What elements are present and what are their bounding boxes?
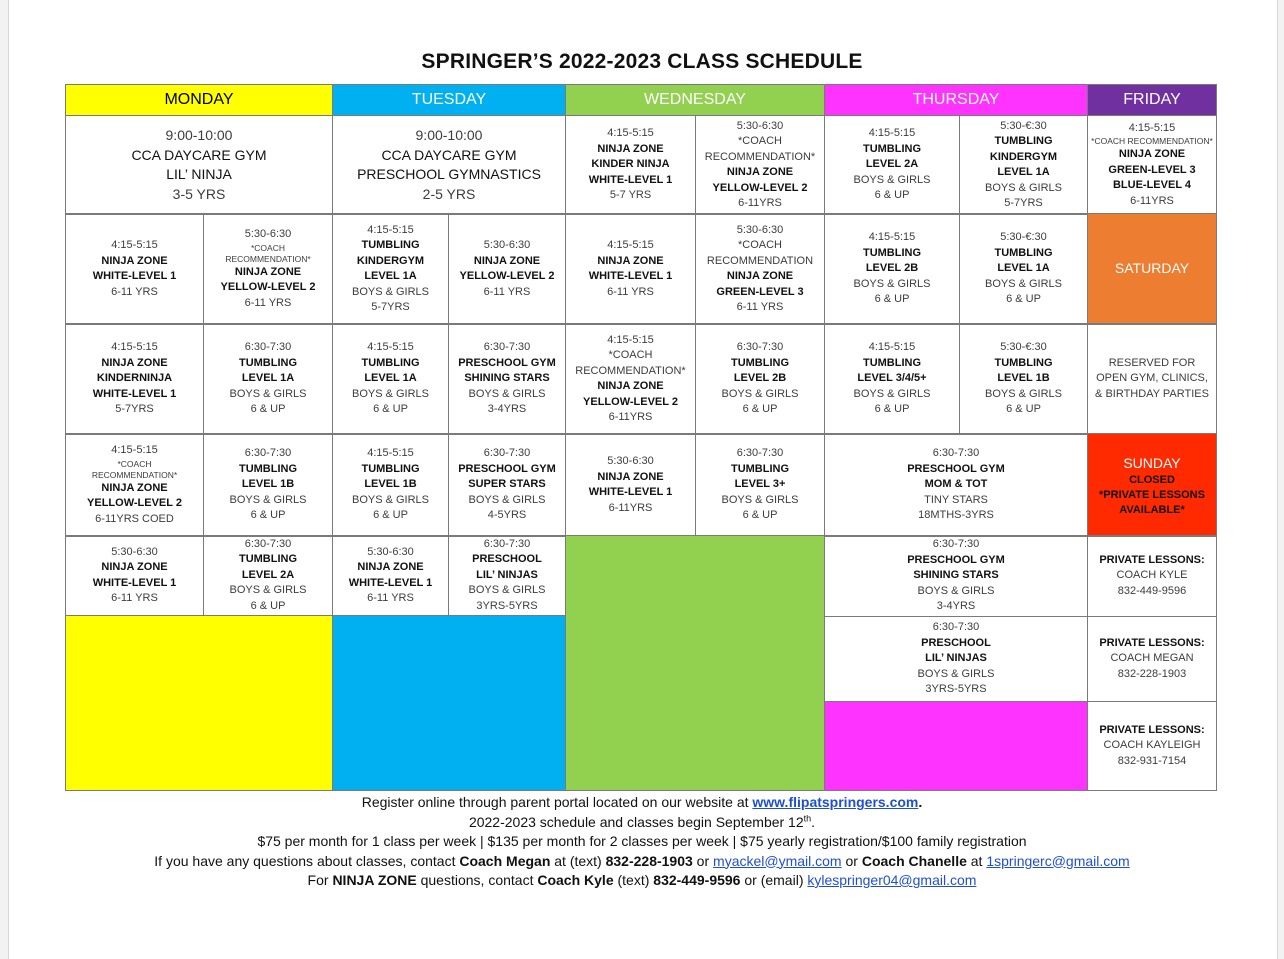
class-cell: 5:30-6:30 NINJA ZONE WHITE-LEVEL 1 6-11YRS xyxy=(565,433,696,537)
class-cell: 6:30-7:30 TUMBLING LEVEL 2A BOYS & GIRLS 6 & UP xyxy=(203,535,333,616)
sunday-cell: SUNDAY CLOSED *PRIVATE LESSONS AVAILABLE* xyxy=(1087,433,1217,537)
class-cell: 5:30-6:30 *COACH RECOMMENDATION NINJA ZONE GREEN-LEVEL 3 6-11 YRS xyxy=(695,213,825,325)
private-lessons-kayleigh: PRIVATE LESSONS: COACH KAYLEIGH 832-931-7154 xyxy=(1087,701,1217,791)
footer-line-register: Register online through parent portal located on our website at www.flipatspringers.com. xyxy=(361,794,923,810)
class-cell: 5:30-€:30 TUMBLING LEVEL 1A BOYS & GIRLS 6 & UP xyxy=(959,213,1088,325)
class-cell: 5:30-€:30 TUMBLING LEVEL 1B BOYS & GIRLS 6 & UP xyxy=(959,323,1088,435)
thursday-header: THURSDAY xyxy=(824,84,1088,116)
class-cell: 6:30-7:30 TUMBLING LEVEL 1B BOYS & GIRLS 6 & UP xyxy=(203,433,333,537)
class-cell: 6:30-7:30 PRESCHOOL GYM MOM & TOT TINY STARS 18MTHS-3YRS xyxy=(824,433,1088,537)
email-link-chanelle[interactable]: 1springerc@gmail.com xyxy=(986,852,1130,869)
class-cell: 4:15-5:15 *COACH RECOMMENDATION* NINJA ZONE YELLOW-LEVEL 2 6-11YRS xyxy=(565,323,696,435)
footer-line-start: 2022-2023 schedule and classes begin September 12th. xyxy=(468,812,816,830)
class-cell: 6:30-7:30 PRESCHOOL GYM SHINING STARS BOYS & GIRLS 3-4YRS xyxy=(824,535,1088,617)
class-cell: 5:30-6:30 NINJA ZONE WHITE-LEVEL 1 6-11 YRS xyxy=(332,535,449,616)
class-cell: 4:15-5:15 TUMBLING LEVEL 2B BOYS & GIRLS 6 & UP xyxy=(824,213,960,325)
class-cell: 4:15-5:15 TUMBLING LEVEL 1A BOYS & GIRLS 6 & UP xyxy=(332,323,449,435)
wednesday-header: WEDNESDAY xyxy=(565,84,825,116)
class-cell: 6:30-7:30 PRESCHOOL GYM SHINING STARS BOYS & GIRLS 3-4YRS xyxy=(448,323,566,435)
page-title: SPRINGER’S 2022-2023 CLASS SCHEDULE xyxy=(421,50,863,73)
private-lessons-kyle: PRIVATE LESSONS: COACH KYLE 832-449-9596 xyxy=(1087,535,1217,617)
class-cell: 4:15-5:15 TUMBLING LEVEL 3/4/5+ BOYS & GIRLS 6 & UP xyxy=(824,323,960,435)
class-cell: 5:30-6:30 NINJA ZONE WHITE-LEVEL 1 6-11 YRS xyxy=(65,535,204,616)
class-cell: 6:30-7:30 TUMBLING LEVEL 2B BOYS & GIRLS 6 & UP xyxy=(695,323,825,435)
class-cell: 4:15-5:15 *COACH RECOMMENDATION* NINJA ZONE YELLOW-LEVEL 2 6-11YRS COED xyxy=(65,433,204,537)
tuesday-header: TUESDAY xyxy=(332,84,566,116)
friday-header: FRIDAY xyxy=(1087,84,1217,116)
saturday-note: RESERVED FOR OPEN GYM, CLINICS, & BIRTHDAY PARTIES xyxy=(1087,323,1217,435)
class-cell: 6:30-7:30 PRESCHOOL LIL’ NINJAS BOYS & GIRLS 3YRS-5YRS xyxy=(448,535,566,616)
footer-line-pricing: $75 per month for 1 class per week | $135 per month for 2 classes per week | $75 yearly registration/$100 family registration xyxy=(257,833,1027,849)
class-cell: 6:30-7:30 TUMBLING LEVEL 1A BOYS & GIRLS 6 & UP xyxy=(203,323,333,435)
private-lessons-megan: PRIVATE LESSONS: COACH MEGAN 832-228-1903 xyxy=(1087,616,1217,702)
class-cell: 5:30-6:30 *COACH RECOMMENDATION* NINJA ZONE YELLOW-LEVEL 2 6-11YRS xyxy=(695,115,825,215)
class-cell: 5:30-6:30 *COACH RECOMMENDATION* NINJA ZONE YELLOW-LEVEL 2 6-11 YRS xyxy=(203,213,333,325)
saturday-header: SATURDAY xyxy=(1087,213,1217,325)
class-cell: 6:30-7:30 PRESCHOOL LIL’ NINJAS BOYS & GIRLS 3YRS-5YRS xyxy=(824,616,1088,702)
class-cell: 4:15-5:15 TUMBLING LEVEL 2A BOYS & GIRLS 6 & UP xyxy=(824,115,960,215)
email-link-megan[interactable]: myackel@ymail.com xyxy=(713,852,842,869)
footer-info xyxy=(0,793,1284,891)
class-cell: 9:00-10:00 CCA DAYCARE GYM LIL’ NINJA 3-5 YRS xyxy=(65,115,333,215)
wednesday-empty-block xyxy=(565,535,825,791)
monday-header: MONDAY xyxy=(65,84,333,116)
class-cell: 6:30-7:30 TUMBLING LEVEL 3+ BOYS & GIRLS 6 & UP xyxy=(695,433,825,537)
tuesday-empty-block xyxy=(332,615,566,791)
class-cell: 4:15-5:15 TUMBLING LEVEL 1B BOYS & GIRLS 6 & UP xyxy=(332,433,449,537)
class-cell: 4:15-5:15 *COACH RECOMMENDATION* NINJA ZONE GREEN-LEVEL 3 BLUE-LEVEL 4 6-11YRS xyxy=(1087,115,1217,215)
email-link-kyle[interactable]: kylespringer04@gmail.com xyxy=(807,872,977,888)
monday-empty-block xyxy=(65,615,333,791)
class-cell: 6:30-7:30 PRESCHOOL GYM SUPER STARS BOYS & GIRLS 4-5YRS xyxy=(448,433,566,537)
class-cell: 4:15-5:15 NINJA ZONE WHITE-LEVEL 1 6-11 YRS xyxy=(565,213,696,325)
class-cell: 5:30-€:30 TUMBLING KINDERGYM LEVEL 1A BOYS & GIRLS 5-7YRS xyxy=(959,115,1088,215)
class-cell: 4:15-5:15 NINJA ZONE KINDER NINJA WHITE-LEVEL 1 5-7 YRS xyxy=(565,115,696,215)
class-cell: 4:15-5:15 TUMBLING KINDERGYM LEVEL 1A BOYS & GIRLS 5-7YRS xyxy=(332,213,449,325)
class-cell: 4:15-5:15 NINJA ZONE KINDERNINJA WHITE-LEVEL 1 5-7YRS xyxy=(65,323,204,435)
footer-line-contact: If you have any questions about classes, contact Coach Megan at (text) 832-228-1903 or myackel@ymail.com or Coach Chanelle at 1springerc@gmail.com xyxy=(154,852,1130,869)
website-link[interactable]: www.flipatspringers.com xyxy=(752,794,919,810)
class-cell: 4:15-5:15 NINJA ZONE WHITE-LEVEL 1 6-11 YRS xyxy=(65,213,204,325)
schedule-grid xyxy=(65,84,1217,791)
thursday-empty-block xyxy=(824,701,1088,791)
class-cell: 9:00-10:00 CCA DAYCARE GYM PRESCHOOL GYMNASTICS 2-5 YRS xyxy=(332,115,566,215)
footer-line-ninja: For NINJA ZONE questions, contact Coach Kyle (text) 832-449-9596 or (email) kylespringer04@gmail.com xyxy=(307,872,977,888)
class-cell: 5:30-6:30 NINJA ZONE YELLOW-LEVEL 2 6-11 YRS xyxy=(448,213,566,325)
